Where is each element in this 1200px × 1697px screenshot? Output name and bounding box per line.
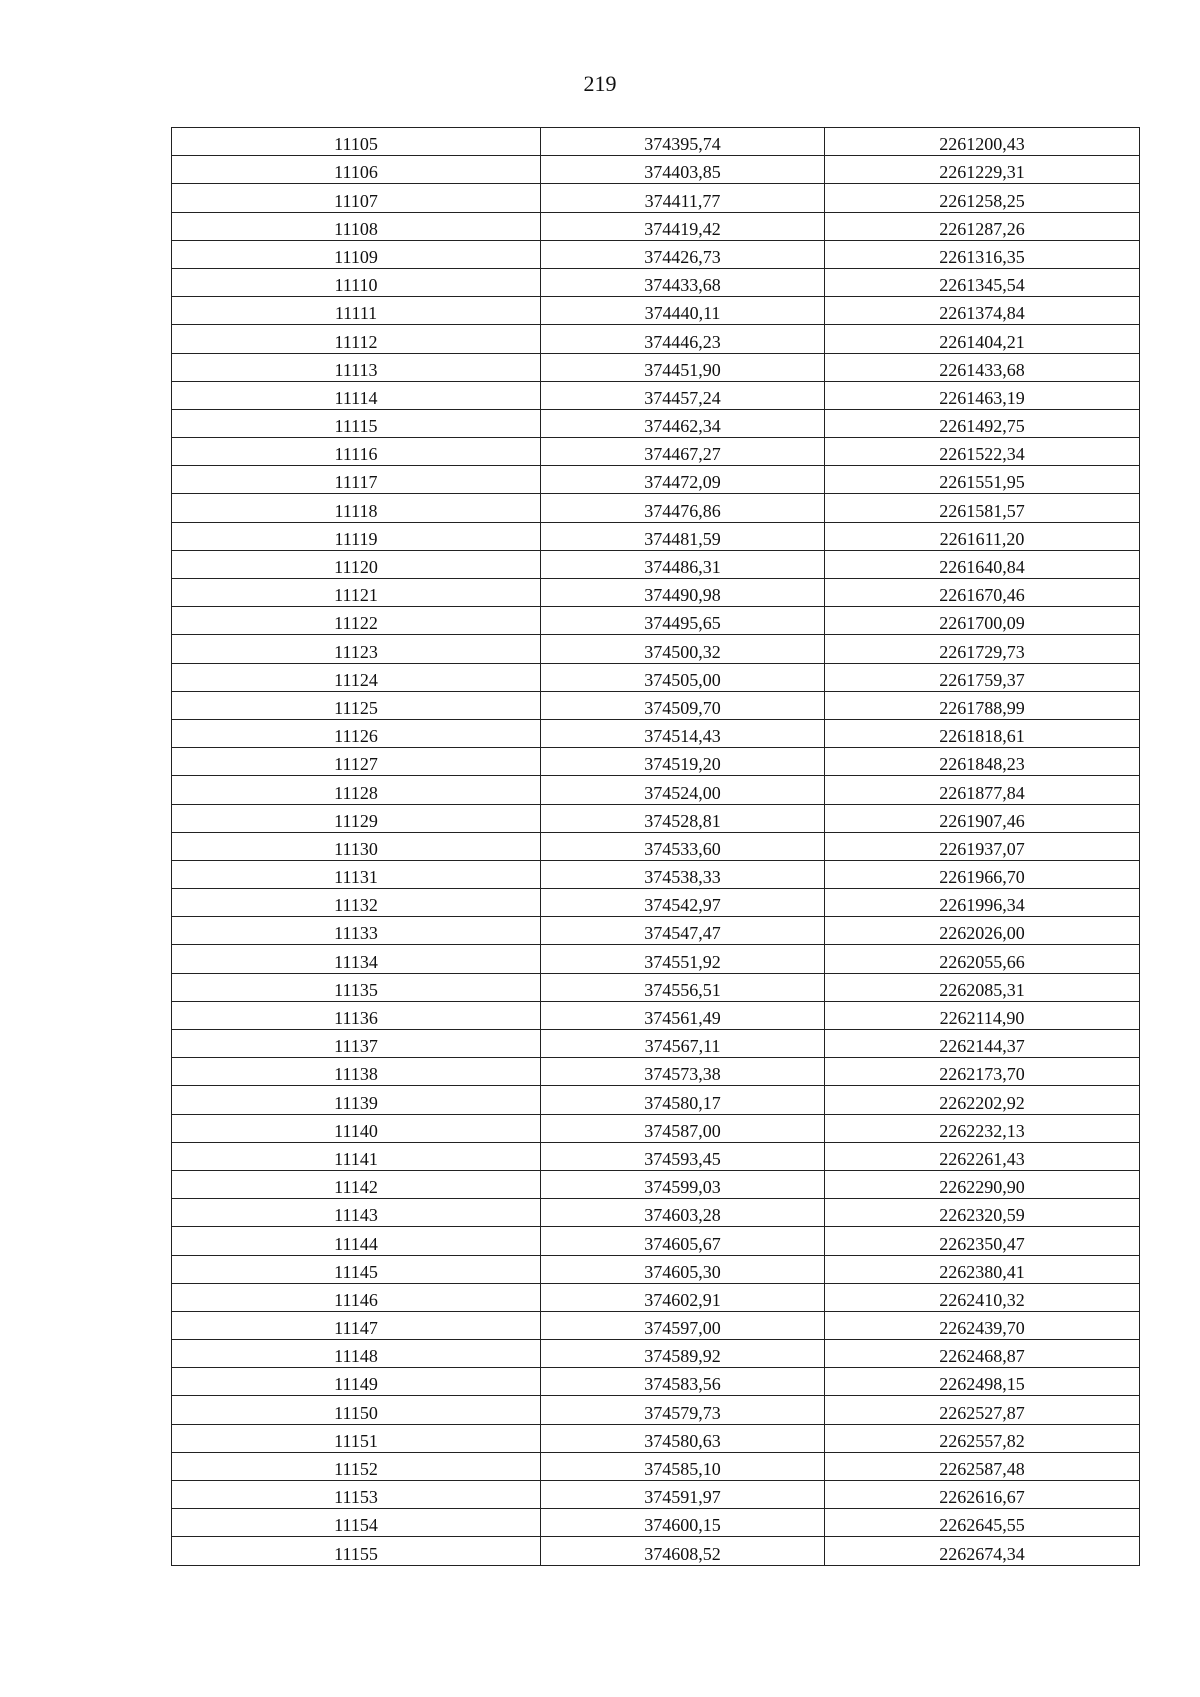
- point-number-cell: 11116: [172, 438, 541, 466]
- table-row: [172, 438, 1140, 466]
- point-number-cell: 11117: [172, 466, 541, 494]
- x-coordinate-cell: 374579,73: [541, 1396, 825, 1424]
- y-coordinate-cell: 2261907,46: [825, 804, 1140, 832]
- y-coordinate-cell: 2262468,87: [825, 1340, 1140, 1368]
- x-coordinate-cell: 374605,30: [541, 1255, 825, 1283]
- y-coordinate-cell: 2262320,59: [825, 1199, 1140, 1227]
- y-coordinate-cell: 2261759,37: [825, 663, 1140, 691]
- point-number-cell: 11148: [172, 1340, 541, 1368]
- x-coordinate-cell: 374573,38: [541, 1058, 825, 1086]
- point-number-cell: 11140: [172, 1114, 541, 1142]
- table-row: [172, 550, 1140, 578]
- y-coordinate-cell: 2261551,95: [825, 466, 1140, 494]
- point-number-cell: 11135: [172, 973, 541, 1001]
- y-coordinate-cell: 2261966,70: [825, 860, 1140, 888]
- y-coordinate-cell: 2262439,70: [825, 1311, 1140, 1339]
- y-coordinate-cell: 2261345,54: [825, 268, 1140, 296]
- point-number-cell: 11150: [172, 1396, 541, 1424]
- table-row: [172, 889, 1140, 917]
- point-number-cell: 11128: [172, 776, 541, 804]
- point-number-cell: 11113: [172, 353, 541, 381]
- point-number-cell: 11145: [172, 1255, 541, 1283]
- x-coordinate-cell: 374500,32: [541, 635, 825, 663]
- y-coordinate-cell: 2262144,37: [825, 1030, 1140, 1058]
- point-number-cell: 11127: [172, 748, 541, 776]
- x-coordinate-cell: 374476,86: [541, 494, 825, 522]
- point-number-cell: 11119: [172, 522, 541, 550]
- table-row: [172, 748, 1140, 776]
- y-coordinate-cell: 2262498,15: [825, 1368, 1140, 1396]
- y-coordinate-cell: 2261818,61: [825, 719, 1140, 747]
- table-row: [172, 1311, 1140, 1339]
- y-coordinate-cell: 2261229,31: [825, 156, 1140, 184]
- table-row: [172, 945, 1140, 973]
- table-row: [172, 381, 1140, 409]
- table-row: [172, 1199, 1140, 1227]
- table-row: [172, 804, 1140, 832]
- y-coordinate-cell: 2261996,34: [825, 889, 1140, 917]
- point-number-cell: 11118: [172, 494, 541, 522]
- table-row: [172, 1058, 1140, 1086]
- x-coordinate-cell: 374505,00: [541, 663, 825, 691]
- point-number-cell: 11152: [172, 1452, 541, 1480]
- x-coordinate-cell: 374542,97: [541, 889, 825, 917]
- point-number-cell: 11112: [172, 325, 541, 353]
- y-coordinate-cell: 2262202,92: [825, 1086, 1140, 1114]
- x-coordinate-cell: 374524,00: [541, 776, 825, 804]
- coordinate-table-body: [172, 128, 1140, 1566]
- point-number-cell: 11114: [172, 381, 541, 409]
- table-row: [172, 1424, 1140, 1452]
- x-coordinate-cell: 374395,74: [541, 128, 825, 156]
- table-row: [172, 1509, 1140, 1537]
- x-coordinate-cell: 374490,98: [541, 579, 825, 607]
- x-coordinate-cell: 374440,11: [541, 297, 825, 325]
- x-coordinate-cell: 374403,85: [541, 156, 825, 184]
- point-number-cell: 11147: [172, 1311, 541, 1339]
- point-number-cell: 11154: [172, 1509, 541, 1537]
- point-number-cell: 11109: [172, 240, 541, 268]
- table-row: [172, 240, 1140, 268]
- table-row: [172, 635, 1140, 663]
- x-coordinate-cell: 374585,10: [541, 1452, 825, 1480]
- table-row: [172, 917, 1140, 945]
- table-row: [172, 212, 1140, 240]
- y-coordinate-cell: 2261316,35: [825, 240, 1140, 268]
- table-row: [172, 1086, 1140, 1114]
- x-coordinate-cell: 374589,92: [541, 1340, 825, 1368]
- table-row: [172, 1481, 1140, 1509]
- y-coordinate-cell: 2261374,84: [825, 297, 1140, 325]
- x-coordinate-cell: 374433,68: [541, 268, 825, 296]
- point-number-cell: 11137: [172, 1030, 541, 1058]
- table-row: [172, 860, 1140, 888]
- point-number-cell: 11126: [172, 719, 541, 747]
- point-number-cell: 11155: [172, 1537, 541, 1565]
- point-number-cell: 11122: [172, 607, 541, 635]
- x-coordinate-cell: 374481,59: [541, 522, 825, 550]
- table-row: [172, 1537, 1140, 1565]
- y-coordinate-cell: 2262232,13: [825, 1114, 1140, 1142]
- table-row: [172, 607, 1140, 635]
- point-number-cell: 11151: [172, 1424, 541, 1452]
- table-row: [172, 579, 1140, 607]
- point-number-cell: 11106: [172, 156, 541, 184]
- point-number-cell: 11129: [172, 804, 541, 832]
- table-row: [172, 1030, 1140, 1058]
- y-coordinate-cell: 2261937,07: [825, 832, 1140, 860]
- x-coordinate-cell: 374591,97: [541, 1481, 825, 1509]
- table-row: [172, 466, 1140, 494]
- table-row: [172, 832, 1140, 860]
- x-coordinate-cell: 374580,63: [541, 1424, 825, 1452]
- y-coordinate-cell: 2261287,26: [825, 212, 1140, 240]
- table-row: [172, 409, 1140, 437]
- point-number-cell: 11134: [172, 945, 541, 973]
- x-coordinate-cell: 374547,47: [541, 917, 825, 945]
- x-coordinate-cell: 374457,24: [541, 381, 825, 409]
- y-coordinate-cell: 2262616,67: [825, 1481, 1140, 1509]
- y-coordinate-cell: 2261463,19: [825, 381, 1140, 409]
- x-coordinate-cell: 374599,03: [541, 1170, 825, 1198]
- y-coordinate-cell: 2261670,46: [825, 579, 1140, 607]
- point-number-cell: 11108: [172, 212, 541, 240]
- y-coordinate-cell: 2262350,47: [825, 1227, 1140, 1255]
- x-coordinate-cell: 374580,17: [541, 1086, 825, 1114]
- point-number-cell: 11132: [172, 889, 541, 917]
- y-coordinate-cell: 2262114,90: [825, 1001, 1140, 1029]
- x-coordinate-cell: 374608,52: [541, 1537, 825, 1565]
- table-row: [172, 719, 1140, 747]
- table-row: [172, 353, 1140, 381]
- table-row: [172, 776, 1140, 804]
- page-number: 219: [583, 71, 617, 96]
- x-coordinate-cell: 374462,34: [541, 409, 825, 437]
- point-number-cell: 11144: [172, 1227, 541, 1255]
- table-row: [172, 691, 1140, 719]
- point-number-cell: 11121: [172, 579, 541, 607]
- point-number-cell: 11130: [172, 832, 541, 860]
- x-coordinate-cell: 374519,20: [541, 748, 825, 776]
- point-number-cell: 11125: [172, 691, 541, 719]
- x-coordinate-cell: 374593,45: [541, 1142, 825, 1170]
- x-coordinate-cell: 374583,56: [541, 1368, 825, 1396]
- point-number-cell: 11124: [172, 663, 541, 691]
- table-row: [172, 1396, 1140, 1424]
- point-number-cell: 11131: [172, 860, 541, 888]
- y-coordinate-cell: 2261581,57: [825, 494, 1140, 522]
- y-coordinate-cell: 2261700,09: [825, 607, 1140, 635]
- table-row: [172, 1255, 1140, 1283]
- point-number-cell: 11149: [172, 1368, 541, 1396]
- point-number-cell: 11133: [172, 917, 541, 945]
- y-coordinate-cell: 2261788,99: [825, 691, 1140, 719]
- y-coordinate-cell: 2262410,32: [825, 1283, 1140, 1311]
- y-coordinate-cell: 2262674,34: [825, 1537, 1140, 1565]
- table-row: [172, 1170, 1140, 1198]
- y-coordinate-cell: 2262026,00: [825, 917, 1140, 945]
- x-coordinate-cell: 374411,77: [541, 184, 825, 212]
- x-coordinate-cell: 374514,43: [541, 719, 825, 747]
- table-row: [172, 494, 1140, 522]
- y-coordinate-cell: 2261433,68: [825, 353, 1140, 381]
- y-coordinate-cell: 2262527,87: [825, 1396, 1140, 1424]
- x-coordinate-cell: 374509,70: [541, 691, 825, 719]
- x-coordinate-cell: 374486,31: [541, 550, 825, 578]
- point-number-cell: 11105: [172, 128, 541, 156]
- x-coordinate-cell: 374426,73: [541, 240, 825, 268]
- table-row: [172, 268, 1140, 296]
- point-number-cell: 11110: [172, 268, 541, 296]
- point-number-cell: 11115: [172, 409, 541, 437]
- point-number-cell: 11123: [172, 635, 541, 663]
- x-coordinate-cell: 374556,51: [541, 973, 825, 1001]
- x-coordinate-cell: 374446,23: [541, 325, 825, 353]
- table-row: [172, 156, 1140, 184]
- y-coordinate-cell: 2261200,43: [825, 128, 1140, 156]
- x-coordinate-cell: 374528,81: [541, 804, 825, 832]
- y-coordinate-cell: 2261404,21: [825, 325, 1140, 353]
- x-coordinate-cell: 374597,00: [541, 1311, 825, 1339]
- x-coordinate-cell: 374495,65: [541, 607, 825, 635]
- point-number-cell: 11138: [172, 1058, 541, 1086]
- x-coordinate-cell: 374472,09: [541, 466, 825, 494]
- x-coordinate-cell: 374561,49: [541, 1001, 825, 1029]
- table-row: [172, 663, 1140, 691]
- point-number-cell: 11153: [172, 1481, 541, 1509]
- table-row: [172, 1142, 1140, 1170]
- table-row: [172, 184, 1140, 212]
- y-coordinate-cell: 2261522,34: [825, 438, 1140, 466]
- y-coordinate-cell: 2261611,20: [825, 522, 1140, 550]
- x-coordinate-cell: 374567,11: [541, 1030, 825, 1058]
- y-coordinate-cell: 2261729,73: [825, 635, 1140, 663]
- y-coordinate-cell: 2262085,31: [825, 973, 1140, 1001]
- x-coordinate-cell: 374551,92: [541, 945, 825, 973]
- y-coordinate-cell: 2262645,55: [825, 1509, 1140, 1537]
- y-coordinate-cell: 2261492,75: [825, 409, 1140, 437]
- point-number-cell: 11142: [172, 1170, 541, 1198]
- table-row: [172, 1283, 1140, 1311]
- x-coordinate-cell: 374467,27: [541, 438, 825, 466]
- y-coordinate-cell: 2262290,90: [825, 1170, 1140, 1198]
- y-coordinate-cell: 2262173,70: [825, 1058, 1140, 1086]
- table-row: [172, 325, 1140, 353]
- point-number-cell: 11136: [172, 1001, 541, 1029]
- table-row: [172, 1368, 1140, 1396]
- table-row: [172, 297, 1140, 325]
- table-row: [172, 1114, 1140, 1142]
- table-row: [172, 128, 1140, 156]
- x-coordinate-cell: 374600,15: [541, 1509, 825, 1537]
- y-coordinate-cell: 2262055,66: [825, 945, 1140, 973]
- table-row: [172, 973, 1140, 1001]
- y-coordinate-cell: 2262587,48: [825, 1452, 1140, 1480]
- y-coordinate-cell: 2261640,84: [825, 550, 1140, 578]
- coordinate-table: [171, 127, 1140, 1566]
- table-row: [172, 1001, 1140, 1029]
- point-number-cell: 11143: [172, 1199, 541, 1227]
- x-coordinate-cell: 374587,00: [541, 1114, 825, 1142]
- y-coordinate-cell: 2262261,43: [825, 1142, 1140, 1170]
- table-row: [172, 1227, 1140, 1255]
- point-number-cell: 11111: [172, 297, 541, 325]
- y-coordinate-cell: 2262557,82: [825, 1424, 1140, 1452]
- point-number-cell: 11139: [172, 1086, 541, 1114]
- point-number-cell: 11141: [172, 1142, 541, 1170]
- x-coordinate-cell: 374533,60: [541, 832, 825, 860]
- y-coordinate-cell: 2261877,84: [825, 776, 1140, 804]
- y-coordinate-cell: 2262380,41: [825, 1255, 1140, 1283]
- y-coordinate-cell: 2261258,25: [825, 184, 1140, 212]
- x-coordinate-cell: 374603,28: [541, 1199, 825, 1227]
- point-number-cell: 11146: [172, 1283, 541, 1311]
- x-coordinate-cell: 374602,91: [541, 1283, 825, 1311]
- x-coordinate-cell: 374605,67: [541, 1227, 825, 1255]
- point-number-cell: 11120: [172, 550, 541, 578]
- x-coordinate-cell: 374419,42: [541, 212, 825, 240]
- table-row: [172, 1340, 1140, 1368]
- y-coordinate-cell: 2261848,23: [825, 748, 1140, 776]
- table-row: [172, 522, 1140, 550]
- x-coordinate-cell: 374451,90: [541, 353, 825, 381]
- x-coordinate-cell: 374538,33: [541, 860, 825, 888]
- point-number-cell: 11107: [172, 184, 541, 212]
- table-row: [172, 1452, 1140, 1480]
